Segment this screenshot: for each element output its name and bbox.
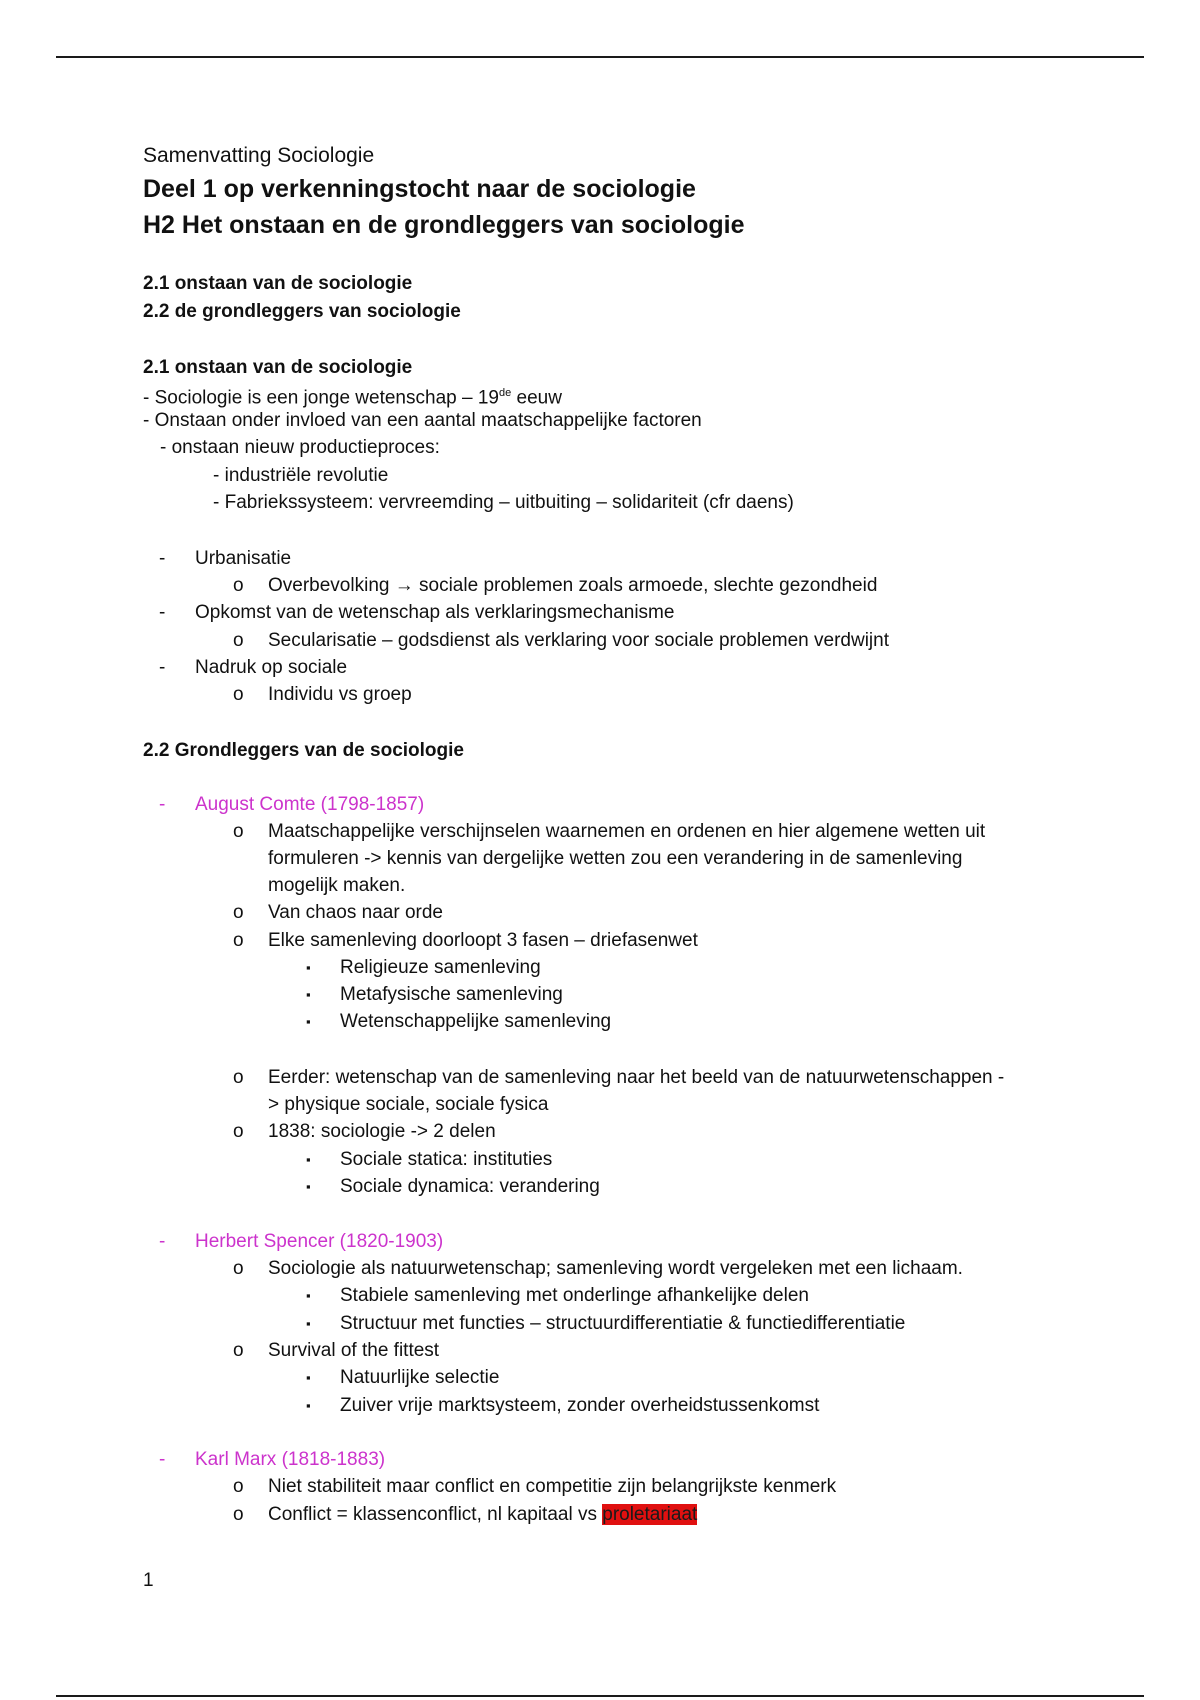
bullet-square: ▪ [306,1288,311,1303]
list-item: Eerder: wetenschap van de samenleving naar het beeld van de natuurwetenschappen - [268,1067,1005,1088]
arrow-right-icon: → [394,575,414,596]
paragraph-line: - Onstaan onder invloed van een aantal maatschappelijke factoren [143,410,702,431]
bullet-circle: o [233,1121,244,1142]
list-item: Secularisatie – godsdienst als verklaring voor sociale problemen verdwijnt [268,630,889,651]
document-title: Deel 1 op verkenningstocht naar de sociologie [143,175,696,203]
header-rule [56,56,1144,58]
bullet-circle: o [233,1476,244,1497]
list-item-continuation: formuleren -> kennis van dergelijke wetten zou een verandering in de samenleving [268,848,963,869]
list-item: Metafysische samenleving [340,984,563,1005]
footer-rule [56,1695,1144,1697]
list-item: Niet stabiliteit maar conflict en competitie zijn belangrijkste kenmerk [268,1476,837,1497]
paragraph-line: - Fabriekssysteem: vervreemding – uitbuiting – solidariteit (cfr daens) [213,492,794,513]
bullet-dash: - [159,1449,166,1470]
bullet-circle: o [233,930,244,951]
list-item: Natuurlijke selectie [340,1367,500,1388]
bullet-circle: o [233,575,244,596]
founder-name: August Comte (1798-1857) [195,794,425,815]
bullet-square: ▪ [306,1179,311,1194]
paragraph-line: - industriële revolutie [213,465,389,486]
bullet-circle: o [233,1340,244,1361]
bullet-circle: o [233,821,244,842]
list-item: Opkomst van de wetenschap als verklaringsmechanisme [195,602,675,623]
list-item: Maatschappelijke verschijnselen waarnemen en ordenen en hier algemene wetten uit [268,821,986,842]
list-item: Conflict = klassenconflict, nl kapitaal vs proletariaat [268,1504,698,1525]
list-item: Zuiver vrije marktsysteem, zonder overheidstussenkomst [340,1395,820,1416]
list-item: Sociale statica: instituties [340,1149,553,1170]
bullet-dash: - [159,602,166,623]
list-item: Religieuze samenleving [340,957,541,978]
chapter-title: H2 Het onstaan en de grondleggers van sociologie [143,211,745,239]
list-item: Van chaos naar orde [268,902,443,923]
bullet-square: ▪ [306,1316,311,1331]
bullet-square: ▪ [306,1014,311,1029]
bullet-square: ▪ [306,1398,311,1413]
list-item: Stabiele samenleving met onderlinge afhankelijke delen [340,1285,809,1306]
bullet-square: ▪ [306,1370,311,1385]
bullet-dash: - [159,1231,166,1252]
list-item: Individu vs groep [268,684,412,705]
section-heading: 2.2 Grondleggers van de sociologie [143,740,464,761]
toc-item: 2.1 onstaan van de sociologie [143,273,413,294]
bullet-dash: - [159,657,166,678]
list-item-continuation: > physique sociale, sociale fysica [268,1094,549,1115]
bullet-square: ▪ [306,1152,311,1167]
list-item: Wetenschappelijke samenleving [340,1011,612,1032]
section-heading: 2.1 onstaan van de sociologie [143,357,413,378]
list-item: Nadruk op sociale [195,657,348,678]
bullet-dash: - [159,548,166,569]
list-item: Survival of the fittest [268,1340,440,1361]
founder-name: Karl Marx (1818-1883) [195,1449,386,1470]
document-subtitle: Samenvatting Sociologie [143,144,375,167]
bullet-circle: o [233,902,244,923]
paragraph-line: - onstaan nieuw productieproces: [160,437,440,458]
bullet-circle: o [233,1067,244,1088]
bullet-circle: o [233,1258,244,1279]
bullet-square: ▪ [306,960,311,975]
bullet-square: ▪ [306,987,311,1002]
page-number: 1 [143,1570,154,1591]
list-item-continuation: mogelijk maken. [268,875,406,896]
bullet-dash: - [159,794,166,815]
bullet-circle: o [233,630,244,651]
list-item: 1838: sociologie -> 2 delen [268,1121,496,1142]
list-item: Urbanisatie [195,548,292,569]
toc-item: 2.2 de grondleggers van sociologie [143,301,461,322]
highlighted-text: proletariaat [602,1504,698,1525]
founder-name: Herbert Spencer (1820-1903) [195,1231,444,1252]
list-item: Elke samenleving doorloopt 3 fasen – driefasenwet [268,930,698,951]
bullet-circle: o [233,1504,244,1525]
list-item: Sociologie als natuurwetenschap; samenleving wordt vergeleken met een lichaam. [268,1258,963,1279]
list-item: Overbevolking → sociale problemen zoals armoede, slechte gezondheid [268,575,878,596]
paragraph-line: - Sociologie is een jonge wetenschap – 19de eeuw [143,387,562,409]
list-item: Structuur met functies – structuurdifferentiatie & functiedifferentiatie [340,1313,906,1334]
list-item: Sociale dynamica: verandering [340,1176,600,1197]
bullet-circle: o [233,684,244,705]
